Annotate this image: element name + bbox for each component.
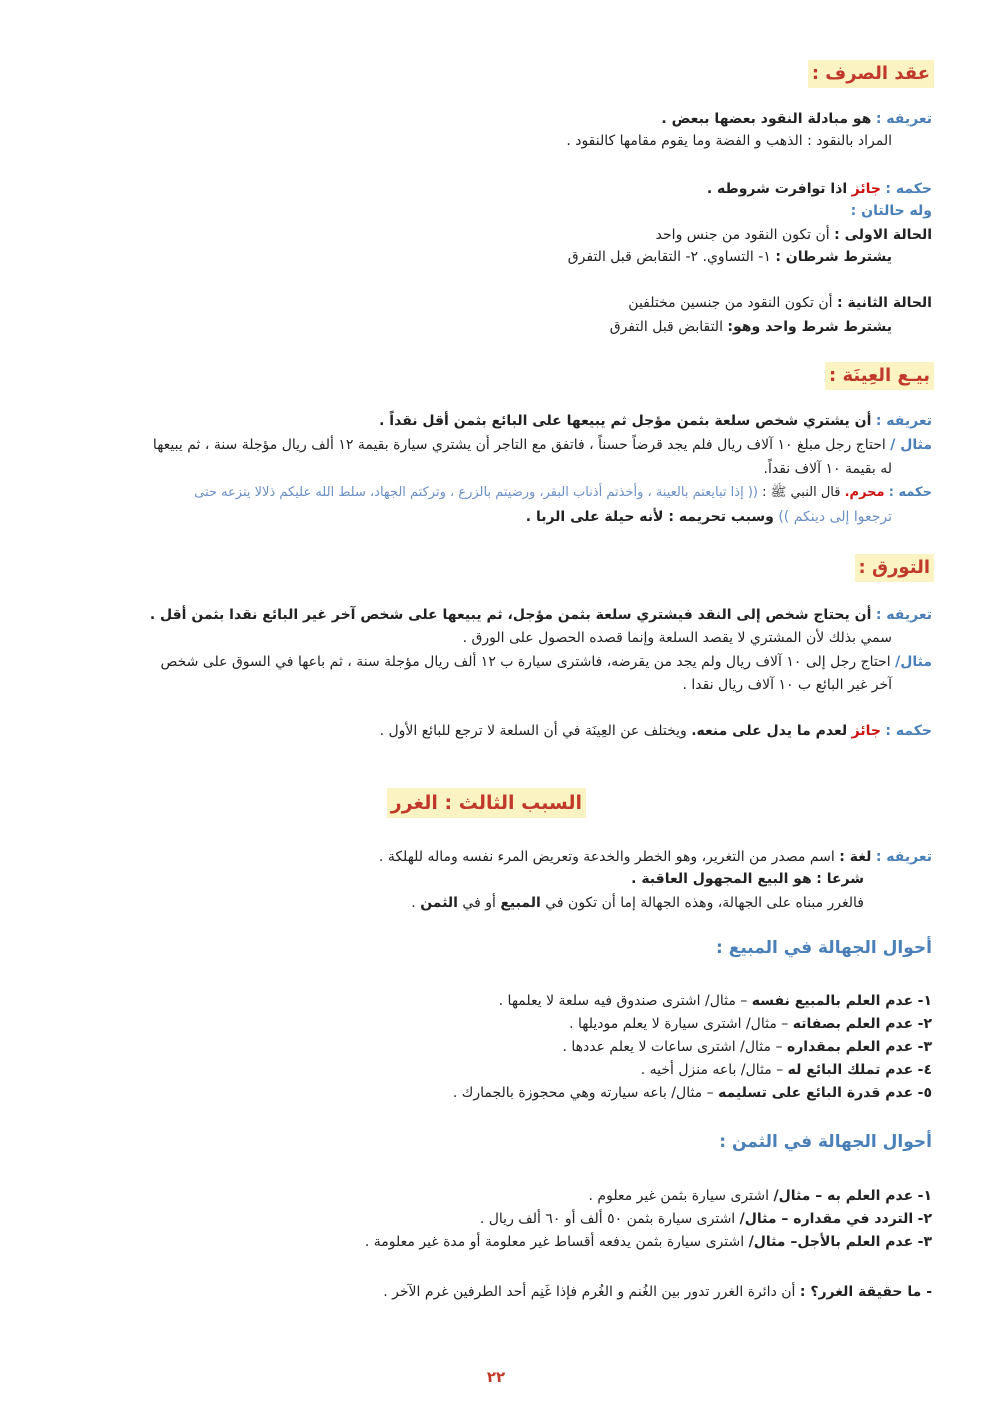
case1-text: أن تكون النقود من جنس واحد [655, 227, 830, 243]
case2-text: أن تكون النقود من جنسين مختلفين [628, 295, 833, 311]
def-text: أن يشتري شخص سلعة بثمن مؤجل ثم يبيعها على البائع بثمن أقل نقداً . [379, 413, 872, 429]
gharar-shar [631, 868, 864, 890]
case2-cond-text: التقابض قبل التفرق [609, 319, 723, 335]
lang-label: لغة : [839, 849, 872, 865]
sarf-cases-label: وله حالتان : [850, 203, 932, 219]
rule-prefix: قال النبي ﷺ : [762, 485, 841, 500]
item-text: – مثال/ اشترى صندوق فيه سلعة لا يعلمها . [498, 993, 748, 1009]
rule-text: اذا توافرت شروطه . [706, 181, 848, 197]
item-bold: التردد في مقداره – مثال/ [739, 1211, 914, 1227]
list-item [499, 990, 932, 1012]
item-number: ٣- [917, 1039, 932, 1055]
case1-label: الحالة الاولى : [834, 227, 932, 243]
example-label: مثال / [890, 437, 932, 453]
tawarruq-definition [150, 604, 932, 626]
tawarruq-def-note: سمي بذلك لأن المشتري لا يقصد السلعة وإنما قصده الحصول على الورق . [462, 630, 892, 646]
rule-word: محرم. [844, 485, 885, 500]
list-item [365, 1231, 932, 1253]
item-number: ٤- [917, 1062, 932, 1078]
sarf-case2 [628, 292, 932, 314]
thaman-heading: أحوال الجهالة في الثمن : [719, 1132, 932, 1152]
note-mabee: المبيع [500, 895, 541, 911]
item-number: ٢- [917, 1016, 932, 1032]
eena-example-cont: له بقيمة ١٠ آلاف نقداً. [763, 461, 892, 477]
case2-label: الحالة الثانية : [837, 295, 932, 311]
def-label: تعريفه : [875, 111, 932, 127]
example-text-1: احتاج رجل إلى ١٠ آلاف ريال ولم يجد من يقرضه، فاشترى سيارة ب ١٢ ألف ريال مؤجلة سنة ، ثم باعها في السوق على شخص [160, 654, 891, 670]
gharar-heading: السبب الثالث : الغرر [387, 788, 586, 818]
eena-definition [379, 410, 932, 432]
note-or: أو في [462, 895, 496, 911]
item-bold: عدم العلم بالأجل– مثال/ [748, 1234, 914, 1250]
tawarruq-example-cont: آخر غير البائع ب ١٠ آلاف ريال نقدا . [682, 677, 892, 693]
shar-label: شرعا : [816, 871, 864, 887]
item-text: – مثال/ باعه سيارته وهي محجوزة بالجمارك . [452, 1085, 714, 1101]
page-number: ٢٢ [486, 1368, 506, 1386]
sarf-rule [707, 178, 932, 200]
eena-example [153, 434, 932, 456]
sarf-case1 [656, 224, 932, 246]
tawarruq-example [160, 651, 932, 673]
list-item [569, 1013, 932, 1035]
item-text: اشترى سيارة بثمن يدفعه أقساط غير معلومة أو مدة غير معلومة . [364, 1234, 745, 1250]
item-number: ٣- [917, 1234, 932, 1250]
example-label: مثال/ [895, 654, 932, 670]
def-text: أن يحتاج شخص إلى النقد فيشتري سلعة بثمن مؤجل، ثم يبيعها على شخص آخر غير البائع نقدا بثمن أقل . [149, 607, 872, 623]
shar-text: هو البيع المجهول العاقبة . [631, 871, 812, 887]
gharar-note [411, 892, 864, 914]
item-number: ١- [917, 993, 932, 1009]
rule-word: جائز [851, 181, 881, 197]
item-text: اشترى سيارة بثمن غير معلوم . [588, 1188, 770, 1204]
question-text: أن دائرة الغرر تدور بين الغُنم و الغُرم فإذا غَنِم أحد الطرفين غرم الآخر . [383, 1284, 796, 1300]
rule-bold: لعدم ما يدل على منعه. [691, 723, 848, 739]
def-text: هو مبادلة النقود بعضها ببعض . [661, 111, 872, 127]
list-item [453, 1082, 932, 1104]
list-item [563, 1036, 933, 1058]
reason-text: وسبب تحريمه : لأنه حيلة على الربا . [525, 509, 774, 525]
item-bold: عدم تملك البائع له [787, 1062, 914, 1078]
sarf-case2-cond [610, 316, 892, 338]
case1-cond-label: يشترط شرطان : [775, 249, 892, 265]
example-text-1: احتاج رجل مبلغ ١٠ آلاف ريال فلم يجد قرضاً حسناً ، فاتفق مع التاجر أن يشتري سيارة بقيمة ١٢ ألف ريال مؤجلة سنة ، ثم يبيعها [152, 437, 886, 453]
item-text: اشترى سيارة بثمن ٥٠ ألف أو ٦٠ ألف ريال . [479, 1211, 736, 1227]
rule-word: جائز [851, 723, 881, 739]
rule-label: حكمه : [888, 485, 932, 500]
def-label: تعريفه : [875, 607, 932, 623]
rule-text: ويختلف عن العِينَة في أن السلعة لا ترجع للبائع الأول . [379, 723, 687, 739]
gharar-definition [379, 846, 932, 868]
item-bold: عدم العلم به – مثال/ [773, 1188, 914, 1204]
case2-cond-label: يشترط شرط واحد وهو: [727, 319, 892, 335]
sarf-case1-cond [568, 246, 892, 268]
item-text: – مثال/ اشترى ساعات لا يعلم عددها . [562, 1039, 783, 1055]
gharar-question [383, 1281, 932, 1303]
def-label: تعريفه : [875, 413, 932, 429]
tawarruq-rule [380, 720, 932, 742]
item-number: ٢- [917, 1211, 932, 1227]
item-text: – مثال/ باعه منزل أخيه . [640, 1062, 784, 1078]
eena-heading: بيـع العِينَة : [825, 362, 934, 390]
mabee-heading: أحوال الجهالة في المبيع : [716, 938, 932, 958]
def-label: تعريفه : [875, 849, 932, 865]
item-bold: عدم العلم بمقداره [786, 1039, 914, 1055]
note-end: . [411, 895, 416, 911]
rule-label: حكمه : [885, 181, 932, 197]
sarf-definition [661, 108, 932, 130]
lang-text: اسم مصدر من التغرير، وهو الخطر والخدعة وتعريض المرء نفسه وماله للهلكة . [378, 849, 835, 865]
hadith-text-1: (( إذا تبايعتم بالعينة ، وأخذتم أذناب البقر، ورضيتم بالزرع ، وتركتم الجهاد، سلط الله عليكم ذلالا ينزعه حتى [194, 485, 758, 500]
item-number: ٥- [917, 1085, 932, 1101]
item-number: ١- [917, 1188, 932, 1204]
note-thaman: الثمن [420, 895, 458, 911]
tawarruq-heading: التورق : [855, 554, 934, 582]
list-item [641, 1059, 932, 1081]
item-bold: عدم قدرة البائع على تسليمه [718, 1085, 914, 1101]
eena-rule [194, 482, 932, 504]
sarf-heading: عقد الصرف : [808, 60, 934, 88]
rule-label: حكمه : [885, 723, 932, 739]
item-bold: عدم العلم بصفاته [792, 1016, 914, 1032]
item-text: – مثال/ اشترى سيارة لا يعلم موديلها . [569, 1016, 789, 1032]
eena-hadith-cont [526, 506, 892, 528]
question-label: - ما حقيقة الغرر؟ : [799, 1284, 932, 1300]
list-item [480, 1208, 932, 1230]
list-item [589, 1185, 932, 1207]
note-text: فالغرر مبناه على الجهالة، وهذه الجهالة إما أن تكون في [545, 895, 864, 911]
item-bold: عدم العلم بالمبيع نفسه [751, 993, 914, 1009]
sarf-def-note: المراد بالنقود : الذهب و الفضة وما يقوم مقامها كالنقود . [566, 133, 892, 149]
case1-cond-text: ١- التساوي. ٢- التقابض قبل التفرق [567, 249, 771, 265]
hadith-text-2: ترجعوا إلى دينكم )) [778, 509, 892, 525]
